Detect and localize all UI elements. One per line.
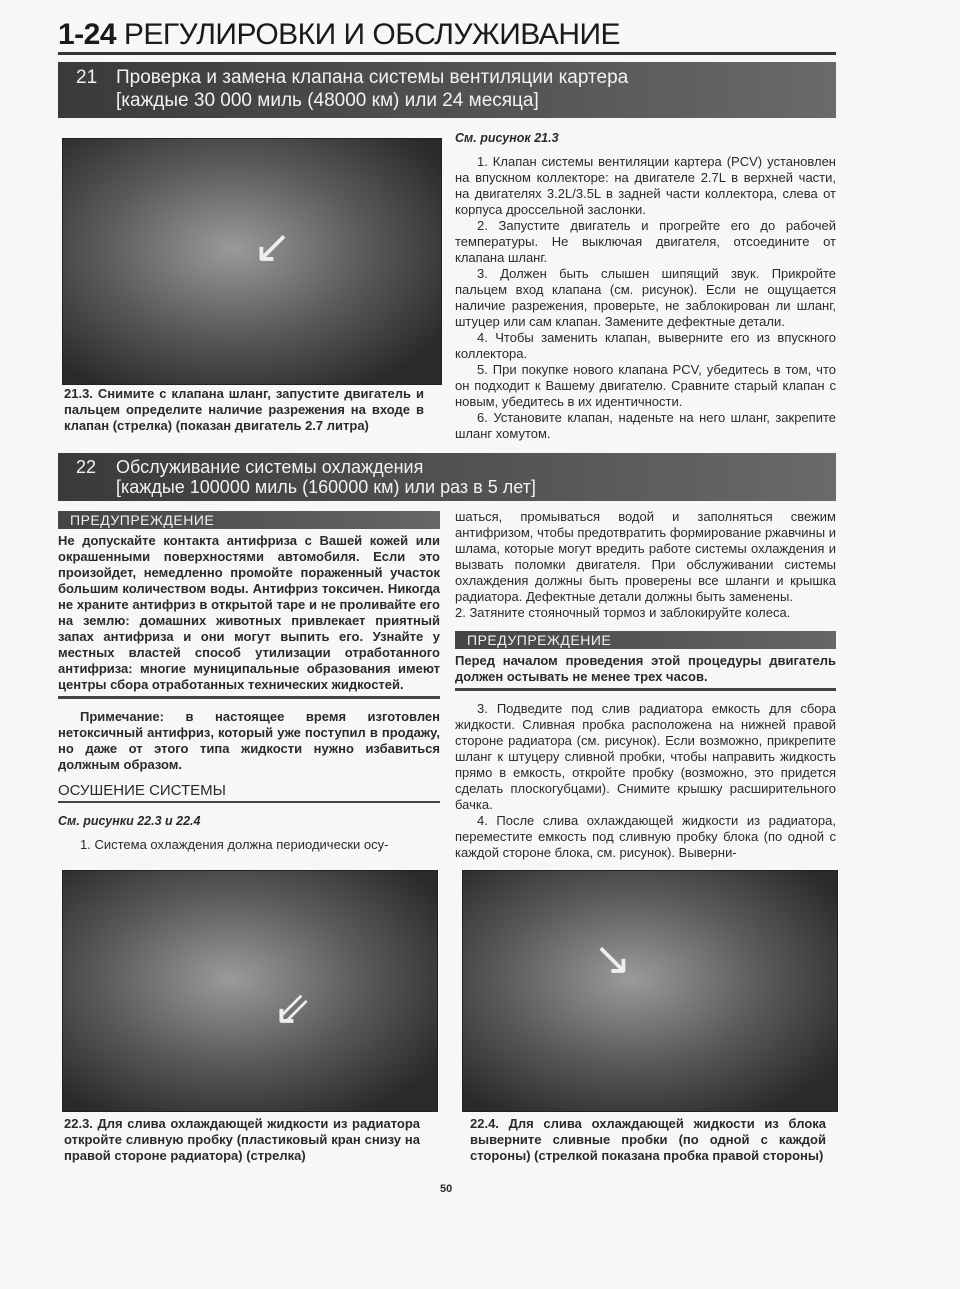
arrow-icon: ↙	[253, 220, 292, 272]
section-22-header: 22 Обслуживание системы охлаждения [каждые 100000 миль (160000 км) или раз в 5 лет]	[58, 453, 836, 501]
photo-22-3	[62, 870, 438, 1112]
page-title: 1-24 РЕГУЛИРОВКИ И ОБСЛУЖИВАНИЕ	[58, 18, 621, 51]
note: Примечание: в настоящее время изготовлен нетоксичный антифриз, который уже поступил в продажу, но даже от этого типа жидкости нужно избавиться должным образом.	[58, 709, 440, 772]
warning-text: Не допускайте контакта антифриза с Вашей кожей или окрашенными поверхностями автомобиля. Если это произойдет, немедленно промойте пораженный участок большим количеством воды. Антифриз токсичен. Никогда не храните антифриз в открытой таре и не проливайте его на землю: домашних животных привлекает приятный запах антифриза и они могут выпить его. Узнайте у местных властей способ утилизации отработанного антифриза: многие муниципальные образования имеют центры сбора отработанных технических жидкостей.	[58, 533, 440, 699]
arrow-icon: ↘	[593, 932, 632, 984]
section-22-right: шаться, промываться водой и заполняться свежим антифризом, чтобы предотвратить формирование ржавчины и шлама, которые могут вредить работе системы охлаждения и вызвать поломки двигателя. При обслуживании системы охлаждения должны быть проверены все шланги и крышка радиатора. Дефектные детали должны быть заменены. 2. Затяните стояночный тормоз и заблокируйте колеса. ПРЕДУПРЕЖДЕНИЕ Перед началом проведения этой процедуры двигатель должен остывать не менее трех часов. 3. Подведите под слив радиатора емкость для сбора жидкости. Сливная пробка расположена на нижней правой стороне радиатора (см. рисунок). Если возможно, прикрепите шланг к штуцеру сливной пробки, чтобы направить жидкость прямо в емкость, откройте пробку (возможно, это придется сделать плоскогубцами). Снимите крышку расширительного бачка. 4. После слива охлаждающей жидкости из радиатора, переместите емкость под сливную пробку блока (по одной с каждой стороне блока, см. рисунок). Выверни-	[455, 509, 836, 860]
page-number: 50	[440, 1183, 453, 1195]
caption-22-4: 22.4. Для слива охлаждающей жидкости из блока выверните сливные пробки (по одной с каждой стороны) (стрелкой показана пробка правой стороны)	[470, 1116, 826, 1163]
warning-text: Перед началом проведения этой процедуры двигатель должен остывать не менее трех часов.	[455, 653, 836, 691]
subheading: ОСУШЕНИЕ СИСТЕМЫ	[58, 783, 440, 803]
section-21-text: См. рисунок 21.3 1. Клапан системы вентиляции картера (PCV) установлен на впускном коллекторе: на двигателе 2.7L в верхней части, на двигателях 3.2L/3.5L в задней части коллектора, слева от корпуса дроссельной заслонки. 2. Запустите двигатель и прогрейте его до рабочей температуры. Не выключая двигателя, отсоедините от клапана шланг. 3. Должен быть слышен шипящий звук. Прикройте пальцем вход клапана (см. рисунок). Если не ощущается наличие разрежения, проверьте, не заблокирован ли шланг, штуцер или сам клапан. Замените дефектные детали. 4. Чтобы заменить клапан, выверните его из впускного коллектора. 5. При покупке нового клапана PCV, убедитесь в том, что он подходит к Вашему двигателю. Сравните старый клапан с новым, убедитесь в их идентичности. 6. Установите клапан, наденьте на него шланг, закрепите шланг хомутом.	[455, 131, 836, 441]
arrow-icon: ⇙	[273, 982, 312, 1034]
section-22-left: ПРЕДУПРЕЖДЕНИЕ Не допускайте контакта антифриза с Вашей кожей или окрашенными поверхностями автомобиля. Если это произойдет, немедленно промойте пораженный участок большим количеством воды. Антифриз токсичен. Никогда не храните антифриз в открытой таре и не проливайте его на землю: домашних животных привлекает приятный запах антифриза и они могут выпить его. Узнайте у местных властей способ утилизации отработанного антифриза: многие муниципальные образования имеют центры сбора отработанных технических жидкостей. Примечание: в настоящее время изготовлен нетоксичный антифриз, который уже поступил в продажу, но даже от этого типа жидкости нужно избавиться должным образом. ОСУШЕНИЕ СИСТЕМЫ См. рисунки 22.3 и 22.4 1. Система охлаждения должна периодически осу-	[58, 512, 440, 852]
photo-21-3	[62, 138, 442, 385]
section-21-header: 21 Проверка и замена клапана системы вентиляции картера [каждые 30 000 миль (48000 км) или 24 месяца]	[58, 62, 836, 118]
warning-heading: ПРЕДУПРЕЖДЕНИЕ	[455, 631, 836, 649]
title-rule	[58, 52, 836, 55]
caption-22-3: 22.3. Для слива охлаждающей жидкости из радиатора откройте сливную пробку (пластиковый кран снизу на правой стороне радиатора) (стрелка)	[64, 1116, 420, 1163]
warning-heading: ПРЕДУПРЕЖДЕНИЕ	[58, 511, 440, 529]
caption-21-3: 21.3. Снимите с клапана шланг, запустите двигатель и пальцем определите наличие разрежения на входе в клапан (стрелка) (показан двигатель 2.7 литра)	[64, 386, 424, 433]
photo-22-4	[462, 870, 838, 1112]
